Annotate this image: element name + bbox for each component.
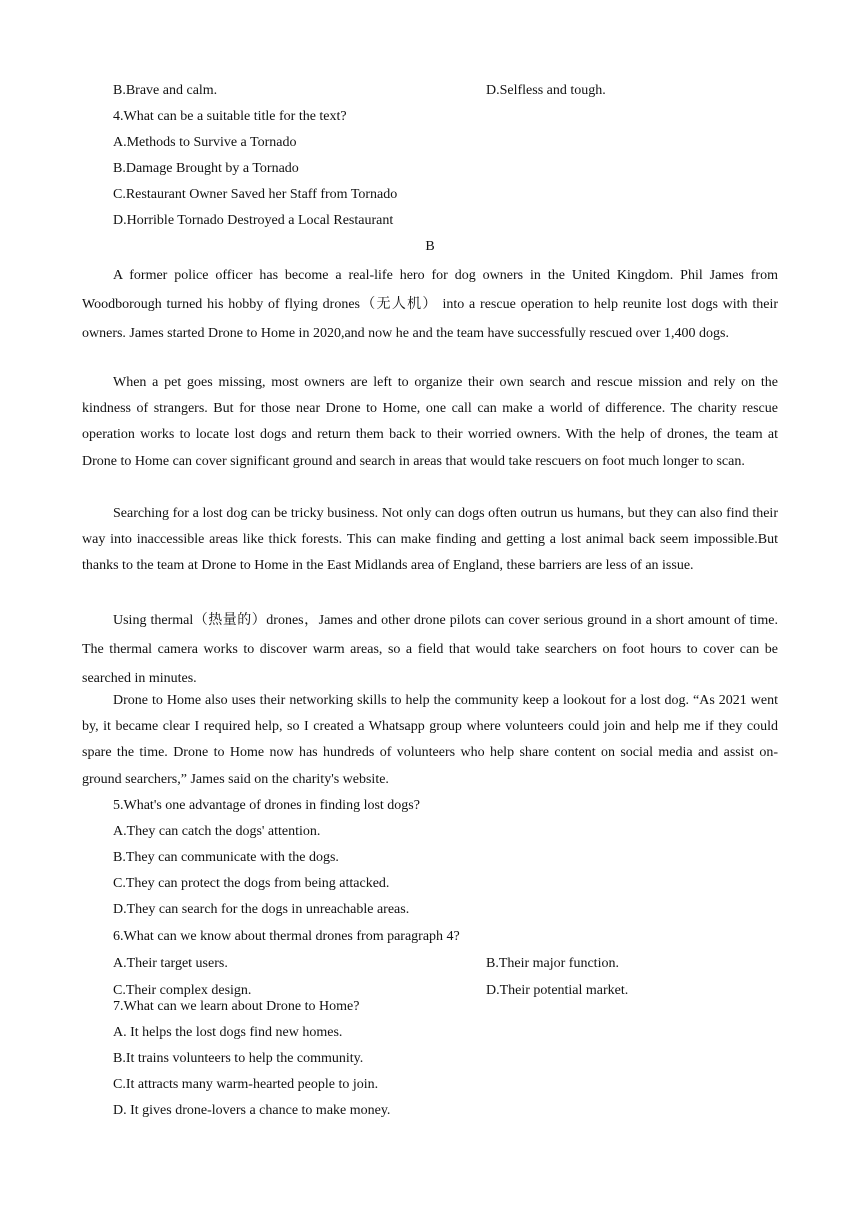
- paragraph-4: Using thermal（热量的）drones，James and other drone pilots can cover serious ground in a short amount of time. The thermal camera works to discover warm areas, so a field that would take searchers on foot hours to cover can be searched in minutes.: [82, 613, 778, 686]
- q7-option-b: B.It trains volunteers to help the community.: [113, 1051, 364, 1066]
- paragraph-5: Drone to Home also uses their networking skills to help the community keep a lookout for a lost dog. “As 2021 went by, it became clear I required help, so I created a Whatsapp group where volunteers could join and help me if they could spare the time. Drone to Home now has hundreds of volunteers who help share content on social media and assist on-ground searchers,” James said on the charity's website.: [82, 693, 778, 787]
- q6-question: 6.What can we know about thermal drones from paragraph 4?: [113, 929, 460, 944]
- q4-option-c: C.Restaurant Owner Saved her Staff from Tornado: [113, 187, 398, 202]
- paragraph-3: Searching for a lost dog can be tricky business. Not only can dogs often outrun us humans, but they can also find their way into inaccessible areas like thick forests. This can make finding and getting a lost animal back seem impossible.But thanks to the team at Drone to Home in the East Midlands area of England, these barriers are less of an issue.: [82, 506, 778, 574]
- q6-option-d: D.Their potential market.: [486, 983, 629, 998]
- q7-option-c: C.It attracts many warm-hearted people to join.: [113, 1077, 379, 1092]
- q6-option-a: A.Their target users.: [113, 956, 228, 971]
- q5-option-c: C.They can protect the dogs from being attacked.: [113, 876, 390, 891]
- q6-option-c: C.Their complex design.: [113, 983, 252, 998]
- q7-option-d: D. It gives drone-lovers a chance to make money.: [113, 1103, 391, 1118]
- q5-question: 5.What's one advantage of drones in finding lost dogs?: [113, 798, 420, 813]
- q4-option-b: B.Damage Brought by a Tornado: [113, 161, 299, 176]
- q4-option-a: A.Methods to Survive a Tornado: [113, 135, 297, 150]
- q4-question: 4.What can be a suitable title for the text?: [113, 109, 347, 124]
- q7-question: 7.What can we learn about Drone to Home?: [113, 999, 360, 1014]
- q7-option-a: A. It helps the lost dogs find new homes.: [113, 1025, 343, 1040]
- q5-option-d: D.They can search for the dogs in unreachable areas.: [113, 902, 410, 917]
- q6-option-b: B.Their major function.: [486, 956, 619, 971]
- paragraph-2: When a pet goes missing, most owners are left to organize their own search and rescue mission and rely on the kindness of strangers. But for those near Drone to Home, one call can make a world of difference. The charity rescue operation works to locate lost dogs and return them back to their worried owners. With the help of drones, the team at Drone to Home can cover significant ground and search in areas that would take rescuers on foot much longer to scan.: [82, 375, 778, 469]
- q5-option-a: A.They can catch the dogs' attention.: [113, 824, 321, 839]
- section-title: B: [425, 239, 435, 254]
- paragraph-1: A former police officer has become a real-life hero for dog owners in the United Kingdom. Phil James from Woodborough turned his hobby of flying drones（无人机） into a rescue operation to help reunite lost dogs with their owners. James started Drone to Home in 2020,and now he and the team have successfully rescued over 1,400 dogs.: [82, 268, 778, 341]
- q5-option-b: B.They can communicate with the dogs.: [113, 850, 339, 865]
- q3-option-d: D.Selfless and tough.: [486, 83, 606, 98]
- q4-option-d: D.Horrible Tornado Destroyed a Local Restaurant: [113, 213, 394, 228]
- q3-option-b: B.Brave and calm.: [113, 83, 218, 98]
